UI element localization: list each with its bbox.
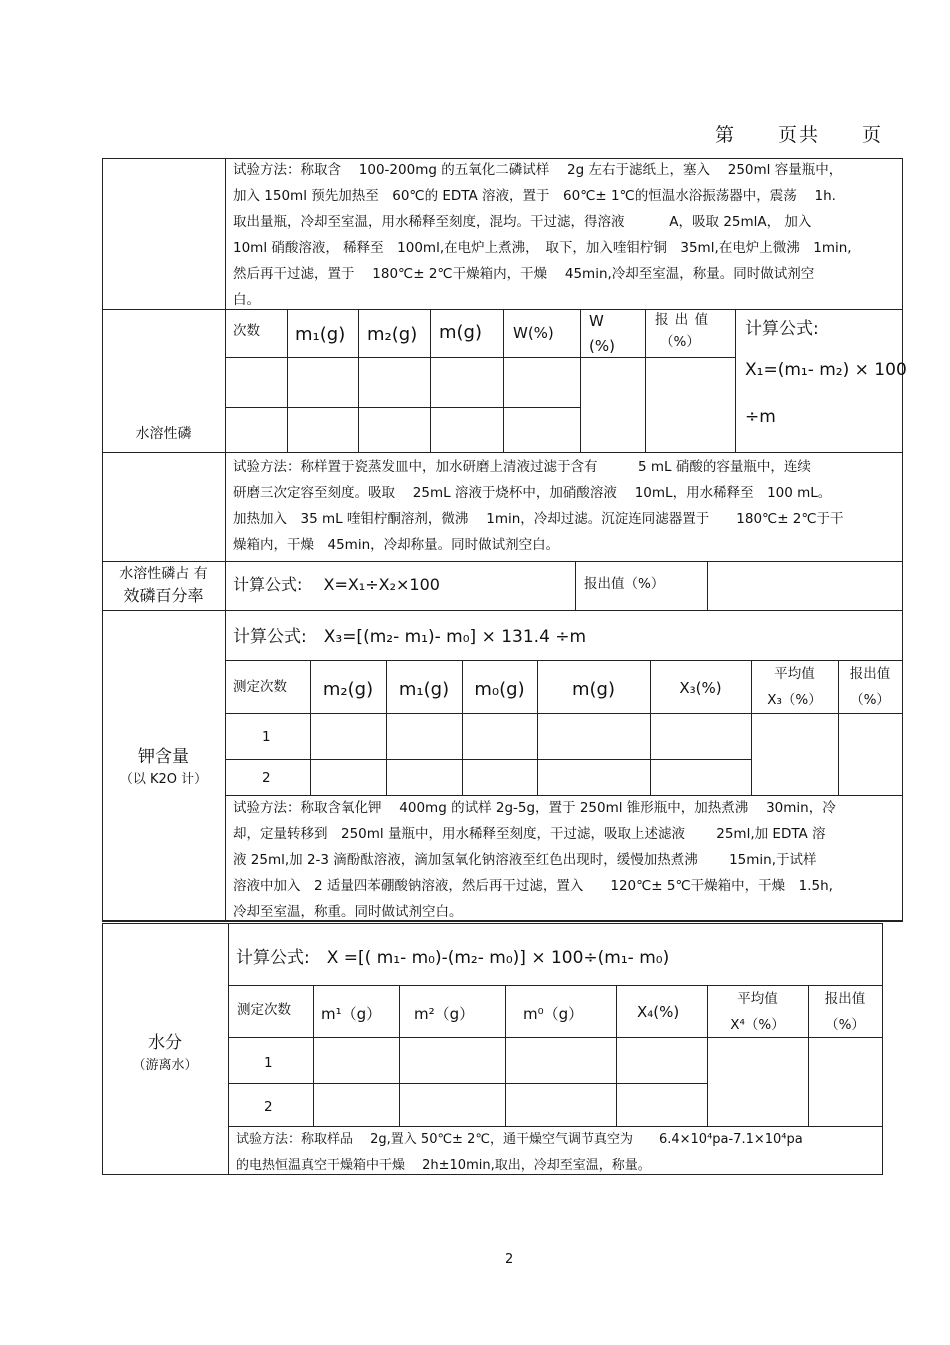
k-header-m2: m₂(g): [322, 679, 374, 700]
page-number: 2: [505, 1252, 514, 1267]
section5-label: 水分: [148, 1033, 182, 1053]
header-m2: m₂(g): [367, 324, 418, 345]
k-header-avg-unit: X₃（%）: [767, 692, 822, 708]
w-header-count: 测定次数: [237, 1002, 291, 1018]
section3-report: 报出值（%）: [584, 576, 665, 592]
k-header-avg: 平均值: [774, 666, 815, 682]
header-m1: m₁(g): [295, 324, 346, 345]
w-header-x4: X₄(%): [637, 1003, 680, 1021]
header-w2: W: [589, 312, 604, 330]
w-header-report-unit: （%）: [825, 1017, 865, 1033]
section5-method: 试验方法：称取样品 2g,置入 50℃± 2℃，通干燥空气调节真空为 6.4×10⁴pa-7.1×10⁴pa 的电热恒温真空干燥箱中干燥 2h±10min,取出，冷却至室温，称量。: [236, 1132, 803, 1173]
w-header-m0: m⁰（g）: [523, 1005, 584, 1023]
k-header-m: m(g): [571, 679, 615, 700]
k-header-x3: X₃(%): [679, 679, 722, 697]
header-report-unit: （%）: [660, 334, 700, 350]
section2-label: 水溶性磷: [135, 426, 192, 442]
header-w: W(%): [513, 324, 554, 342]
header-count: 次数: [233, 323, 260, 339]
k-header-m0: m₀(g): [474, 679, 525, 700]
k-row-1: 1: [262, 729, 271, 745]
header-w2-unit: (%): [589, 337, 615, 355]
w-header-avg-unit: X⁴（%）: [730, 1017, 785, 1033]
w-header-m1: m¹（g）: [321, 1005, 382, 1023]
w-row-2: 2: [264, 1099, 273, 1115]
w-header-report: 报出值: [824, 991, 866, 1007]
w-header-avg: 平均值: [737, 991, 778, 1007]
page-header: 第 页共 页: [715, 124, 884, 146]
section2-method: 试验方法：称样置于瓷蒸发皿中，加水研磨上清液过滤于含有 5 mL 硝酸的容量瓶中，连续 研磨三次定容至刻度。吸取 25mL 溶液于烧杯中，加硝酸溶液 10mL，用水稀释至 100 mL。 加热加入 35 mL 喹钼柠酮溶剂，微沸 1min，冷却过滤。沉淀连同滤器置于 180℃± 2℃于干 燥箱内，干燥 45min，冷却称量。同时做试剂空白。: [233, 459, 844, 553]
k-row-2: 2: [262, 770, 271, 786]
section5-sublabel: （游离水）: [132, 1058, 198, 1073]
formula-title: 计算公式:: [745, 319, 819, 339]
k-header-report-unit: （%）: [850, 692, 890, 708]
w-row-1: 1: [264, 1055, 273, 1071]
k-header-m1: m₁(g): [398, 679, 450, 700]
header-report: 报 出 值: [655, 312, 710, 328]
section3-formula: 计算公式: X=X₁÷X₂×100: [233, 575, 440, 594]
k-header-report: 报出值: [849, 666, 891, 682]
w-header-m2: m²（g）: [414, 1005, 475, 1023]
section4-sublabel: （以 K2O 计）: [119, 772, 208, 787]
section3-label: 水溶性磷占 有 效磷百分率: [119, 566, 208, 605]
header-m: m(g): [439, 322, 483, 343]
section4-formula: 计算公式: X₃=[(m₂- m₁)- m₀] × 131.4 ÷m: [233, 627, 587, 647]
formula-line2: ÷m: [745, 407, 776, 427]
k-header-count: 测定次数: [233, 679, 287, 695]
section4-label: 钾含量: [138, 747, 189, 767]
formula-line1: X₁=(m₁- m₂) × 100: [745, 360, 907, 380]
section4-method: 试验方法：称取含氧化钾 400mg 的试样 2g-5g，置于 250ml 锥形瓶中，加热煮沸 30min，冷 却，定量转移到 250ml 量瓶中，用水稀释至刻度，干过滤，吸取上述滤液 25ml,加 EDTA 溶 液 25ml,加 2-3 滴酚酞溶液，滴加氢氧化钠溶液至红色出现时，缓慢加热煮沸 15min,于试样 溶液中加入 2 适量四苯硼酸钠溶液，然后再干过滤，置入 120℃± 5℃干燥箱中，干燥 1.5h, 冷却至室温，称重。同时做试剂空白。: [233, 800, 836, 920]
section5-formula: 计算公式: X =[( m₁- m₀)-(m₂- m₀)] × 100÷(m₁- m₀): [236, 948, 670, 968]
section1-method: 试验方法：称取含 100-200mg 的五氧化二磷试样 2g 左右于滤纸上，塞入 250ml 容量瓶中， 加入 150ml 预先加热至 60℃的 EDTA 溶液，置于 60℃± 1℃的恒温水浴振荡器中，震荡 1h. 取出量瓶，冷却至室温，用水稀释至刻度，混均。干过滤，得溶液 A，吸取 25mlA， 加入 10ml 硝酸溶液， 稀释至 100ml,在电炉上煮沸， 取下，加入喹钼柠铜 35ml,在电炉上微沸 1min, 然后再干过滤，置于 180℃± 2℃干燥箱内，干燥 45min,冷却至室温，称量。同时做试剂空 白。: [233, 162, 852, 308]
